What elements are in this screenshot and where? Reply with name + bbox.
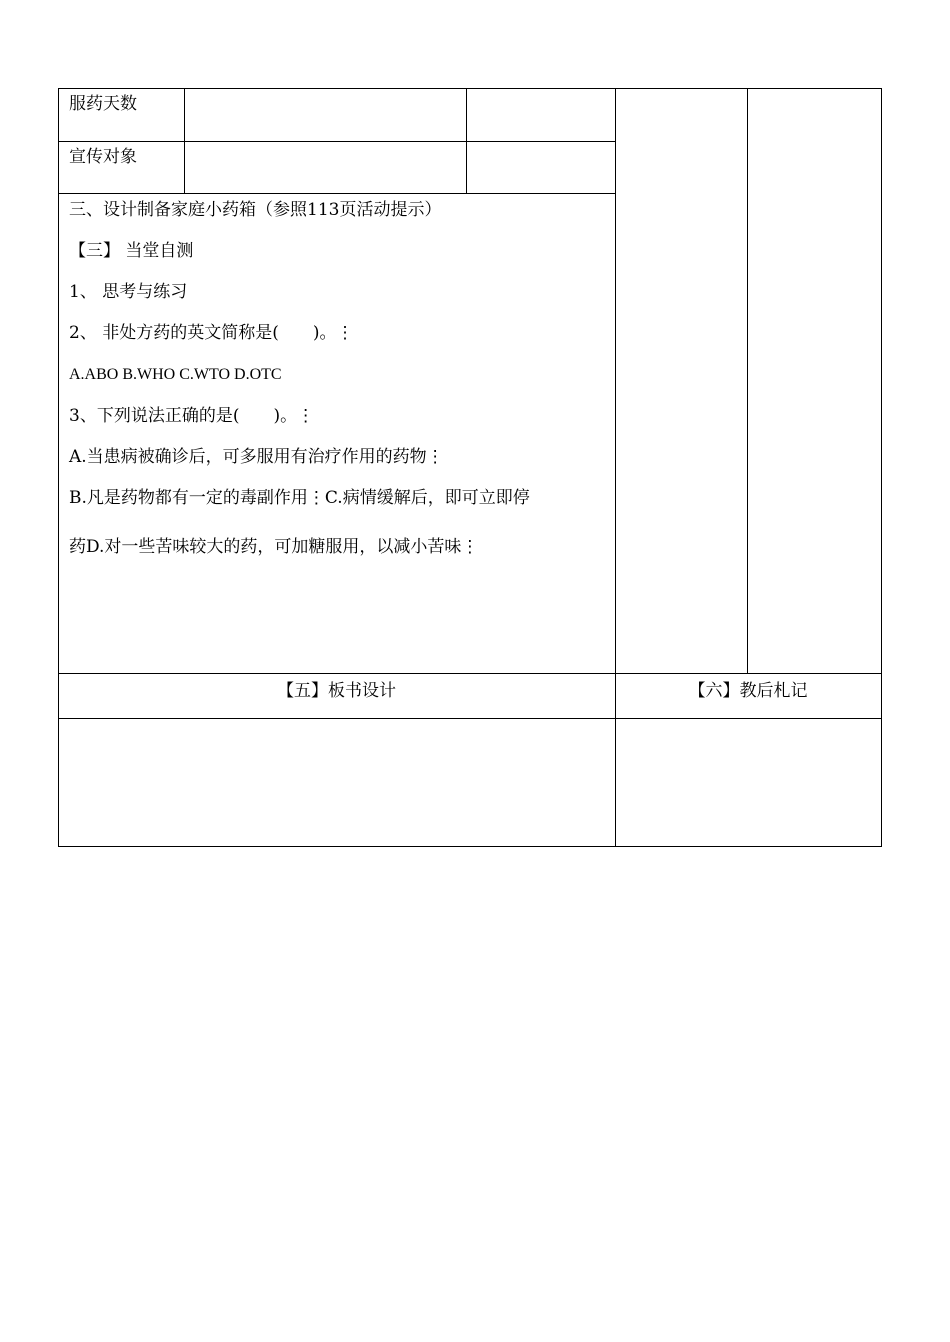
section3-heading: 三、设计制备家庭小药箱（参照113页活动提示） xyxy=(69,200,442,220)
grid-line xyxy=(184,88,185,194)
question-3-options-cd: 药D.对一些苦味较大的药，可加糖服用，以减小苦味⋮ xyxy=(69,537,479,557)
question-2-options: A.ABO B.WHO C.WTO D.OTC xyxy=(69,366,282,383)
grid-line xyxy=(747,88,748,674)
board-design-header: 【五】板书设计 xyxy=(277,681,396,701)
grid-line xyxy=(466,88,467,194)
question-3-options-bc: B.凡是药物都有一定的毒副作用⋮C.病情缓解后，即可立即停 xyxy=(69,488,530,508)
question-2: 2、 非处方药的英文简称是( )。⋮ xyxy=(69,323,354,343)
grid-line xyxy=(881,88,882,847)
question-1: 1、 思考与练习 xyxy=(69,282,188,302)
grid-line xyxy=(58,88,882,89)
grid-line xyxy=(58,141,615,142)
grid-line xyxy=(615,88,616,847)
question-3: 3、下列说法正确的是( )。⋮ xyxy=(69,406,315,426)
grid-line xyxy=(58,88,59,847)
grid-line xyxy=(58,193,615,194)
self-test-heading: 【三】 当堂自测 xyxy=(69,241,194,261)
post-class-notes-header: 【六】教后札记 xyxy=(688,681,808,701)
grid-line xyxy=(58,673,882,674)
publicity-target-label: 宣传对象 xyxy=(69,147,137,167)
grid-line xyxy=(58,846,882,847)
medication-days-label: 服药天数 xyxy=(69,94,137,114)
grid-line xyxy=(58,718,882,719)
question-3-option-a: A.当患病被确诊后，可多服用有治疗作用的药物⋮ xyxy=(69,447,444,467)
